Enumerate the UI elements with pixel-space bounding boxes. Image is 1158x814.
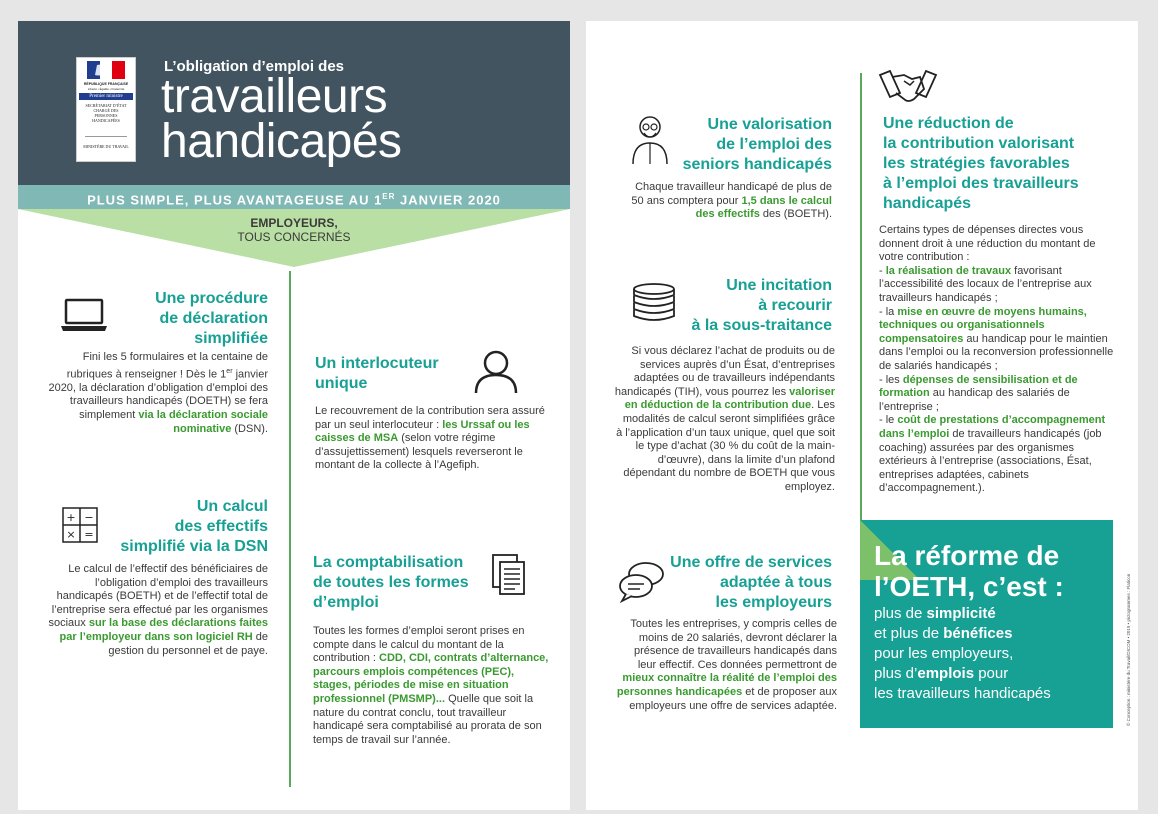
column-divider — [289, 271, 291, 787]
reform-title-line: l’OETH, c’est : — [874, 571, 1064, 602]
text: et de proposer aux employeurs une offre de services adaptée. — [629, 685, 837, 712]
reduction-title-line: à l’emploi des travailleurs — [883, 175, 1079, 192]
text: pour — [974, 665, 1009, 682]
documents-icon — [491, 553, 527, 597]
calculation-title — [98, 497, 268, 557]
calculator-icon — [62, 507, 98, 543]
text: (selon votre régime d’assujettissement) lesquels reverseront le montant de la collecte à l’Agefiph. — [315, 432, 523, 472]
text: des (BOETH). — [759, 208, 832, 221]
logo-band: Premier ministre — [79, 93, 133, 100]
reform-title-line: La réforme de — [874, 540, 1060, 571]
calculation-text — [44, 563, 268, 658]
page-left — [18, 21, 570, 810]
header-title-line2: handicapés — [161, 115, 402, 168]
interlocutor-title-line: Un interlocuteur — [315, 355, 439, 372]
logo-divider — [85, 136, 127, 137]
reform-title — [874, 540, 1064, 602]
employers-bold: EMPLOYEURS, — [250, 216, 338, 230]
services-text — [616, 618, 837, 713]
highlight: la réalisation de travaux — [885, 264, 1012, 277]
text: Le recouvrement de la contribution sera assuré par un seul interlocuteur : — [315, 405, 545, 431]
seniors-title — [652, 115, 832, 175]
text: Toutes les entreprises, y compris celles de moins de 20 salariés, devront déclarer la présence de travailleurs handicapés dans leur effectif. Ces données permettront de — [630, 618, 837, 671]
highlight: mise en œuvre de moyens humains, techniques ou organisationnels compensatoires — [879, 305, 1087, 345]
highlight: 1,5 dans le calcul des effectifs — [695, 194, 832, 221]
seniors-title-line: Une valorisation — [707, 116, 832, 133]
banner-text: PLUS SIMPLE, PLUS AVANTAGEUSE AU 1 — [87, 192, 383, 208]
employers-normal: TOUS CONCERNÉS — [237, 230, 351, 244]
services-title — [642, 553, 832, 613]
interlocutor-text — [315, 405, 545, 473]
reduction-item — [879, 306, 1115, 374]
employers-label — [194, 216, 394, 244]
accounting-title-line: de toutes les formes — [313, 574, 469, 591]
highlight: valoriser en déduction de la contribution due — [624, 385, 835, 412]
government-logo — [76, 57, 136, 162]
accounting-title — [313, 553, 493, 613]
services-title-line: les employeurs — [715, 594, 832, 611]
highlight: coût de prestations d’accompagnement dans l’emploi — [879, 414, 1106, 440]
reduction-item — [879, 414, 1115, 496]
text: Toutes les formes d’emploi seront prises en compte dans le calcul du montant de la contribution : — [313, 625, 525, 665]
text: (DSN). — [231, 422, 268, 435]
page-right — [586, 21, 1138, 810]
highlight: via la déclaration sociale nominative — [138, 409, 268, 435]
calculation-title-line: simplifié via la DSN — [120, 538, 268, 555]
reform-line — [874, 664, 1051, 684]
interlocutor-title-line: unique — [315, 375, 368, 392]
text: plus d’ — [874, 665, 918, 682]
date-banner — [18, 185, 570, 209]
highlight: CDD, CDI, contrats d’alternance, parcours emplois compétences (PEC), stages, périodes de mise en situation professionnel (PMSMP)... — [313, 652, 549, 705]
reform-line: pour les employeurs, — [874, 645, 1014, 662]
subcontracting-title-line: Une incitation — [726, 277, 832, 294]
reduction-title-line: handicapés — [883, 195, 972, 212]
text: plus de — [874, 605, 927, 622]
reduction-intro: Certains types de dépenses directes vous donnent droit à une réduction du montant de votre contribution : — [879, 224, 1096, 264]
subcontracting-title-line: à la sous-traitance — [691, 317, 832, 334]
calculation-title-line: des effectifs — [174, 518, 268, 535]
accounting-title-line: La comptabilisation — [313, 554, 464, 571]
text: Quelle que soit la nature du contrat conclu, tout travailleur handicapé sera comptabilisé au prorata de son temps de travail sur l’année. — [313, 692, 542, 746]
highlight: dépenses de sensibilisation et de formation — [879, 373, 1078, 400]
text: - la — [879, 305, 898, 318]
header-title-line1: travailleurs — [161, 70, 388, 123]
text: - — [879, 264, 886, 277]
text: au handicap pour le maintien dans l’emploi ou la reconversion professionnelle de salariés handicapés ; — [879, 332, 1114, 372]
reform-line — [874, 604, 1051, 624]
services-title-line: adaptée à tous — [719, 574, 832, 591]
reform-line — [874, 624, 1051, 644]
banner-sup: ER — [382, 192, 396, 201]
logo-motto: Liberté • Égalité • Fraternité — [87, 87, 125, 91]
reduction-title — [883, 114, 1123, 214]
text: Chaque travailleur handicapé de plus de 50 ans comptera pour — [631, 181, 832, 207]
highlight: les Urssaf ou les caisses de MSA — [315, 418, 530, 445]
text: janvier 2020, la déclaration d’obligation d’emploi des travailleurs handicapés (DOETH) se fera simplement — [48, 368, 268, 422]
sup: er — [226, 367, 233, 375]
reform-line: les travailleurs handicapés — [874, 685, 1051, 702]
declaration-title-line: Une procédure — [155, 290, 268, 307]
reduction-title-line: les stratégies favorables — [883, 155, 1070, 172]
reduction-title-line: la contribution valorisant — [883, 135, 1075, 152]
highlight: simplicité — [926, 605, 996, 622]
reduction-item — [879, 265, 1115, 306]
svg-text:+: + — [66, 511, 76, 524]
text: et plus de — [874, 625, 944, 642]
text: au handicap des salariés de l’entreprise ; — [879, 387, 1070, 413]
text: Le calcul de l’effectif des bénéficiaires de l’obligation d’emploi des travailleurs handicapés (BOETH) et de l’effectif total de l’entreprise sera effectué par les organismes sociaux — [48, 563, 268, 630]
highlight: mieux connaître la réalité de l’emploi des personnes handicapées — [616, 672, 837, 698]
accounting-title-line: d’emploi — [313, 594, 379, 611]
user-icon — [473, 349, 519, 395]
seniors-title-line: de l’emploi des — [716, 136, 832, 153]
text: - le — [879, 414, 898, 427]
banner-text-end: JANVIER 2020 — [395, 192, 501, 208]
reform-box — [860, 520, 1113, 728]
credit-text: © Conception : ministère du Travail/DICOM • 2019 • pictogrammes : Flaticon — [1126, 573, 1131, 726]
declaration-text — [44, 351, 268, 436]
subcontracting-title — [652, 276, 832, 336]
svg-text:=: = — [84, 528, 94, 541]
highlight: sur la base des déclarations faites par l’employeur dans son logiciel RH — [59, 617, 268, 643]
services-title-line: Une offre de services — [670, 554, 832, 571]
reduction-item — [879, 374, 1115, 415]
declaration-title — [98, 289, 268, 349]
text: de travailleurs handicapés (job coaching) assurées par des organismes extérieurs à l’entreprise (associations, Ésat, entreprises adaptées, cabinets d’accompagnement.). — [879, 427, 1102, 495]
svg-text:−: − — [84, 511, 94, 524]
marianne-flag-icon — [77, 61, 135, 83]
calculation-title-line: Un calcul — [196, 498, 268, 515]
svg-text:×: × — [66, 528, 76, 541]
logo-secretariat: SECRÉTARIAT D’ÉTAT CHARGÉ DES PERSONNES HANDICAPÉES — [85, 103, 127, 123]
seniors-text — [622, 181, 832, 222]
logo-republic: RÉPUBLIQUE FRANÇAISE — [83, 82, 129, 86]
handshake-icon — [878, 67, 938, 107]
subcontracting-text — [614, 345, 835, 495]
interlocutor-title — [315, 354, 475, 394]
seniors-title-line: seniors handicapés — [682, 156, 832, 173]
text: . Les modalités de calcul seront simplifiées grâce à l’application d’un taux unique, quel que soit le type d’achat (30 % du coût de la main-d’œuvre), dans la limite d’un plafond dépendant du nombre de BOETH que vous employez. — [616, 399, 835, 493]
text: Fini les 5 formulaires et la centaine de rubriques à renseigner ! Dès le 1 — [66, 351, 268, 381]
highlight: emplois — [917, 665, 975, 682]
declaration-title-line: simplifiée — [194, 330, 268, 347]
text: de gestion du personnel et de paye. — [108, 630, 268, 657]
declaration-title-line: de déclaration — [159, 310, 268, 327]
reform-list — [874, 604, 1051, 704]
highlight: bénéfices — [943, 625, 1013, 642]
header-subtitle: L’obligation d’emploi des — [164, 58, 345, 75]
reduction-text — [879, 224, 1115, 496]
text: favorisant l’accessibilité des locaux de l’entreprise aux travailleurs handicapés ; — [879, 264, 1092, 304]
reduction-title-line: Une réduction de — [883, 115, 1014, 132]
text: Si vous déclarez l’achat de produits ou de services auprès d’un Ésat, d’entreprises adaptées ou de travailleurs indépendants handicapés (TIH), vous pourrez les — [614, 345, 835, 398]
text: - les — [879, 373, 903, 386]
logo-ministry: MINISTÈRE DU TRAVAIL — [83, 144, 129, 149]
accounting-text — [313, 625, 549, 747]
subcontracting-title-line: à recourir — [758, 297, 832, 314]
